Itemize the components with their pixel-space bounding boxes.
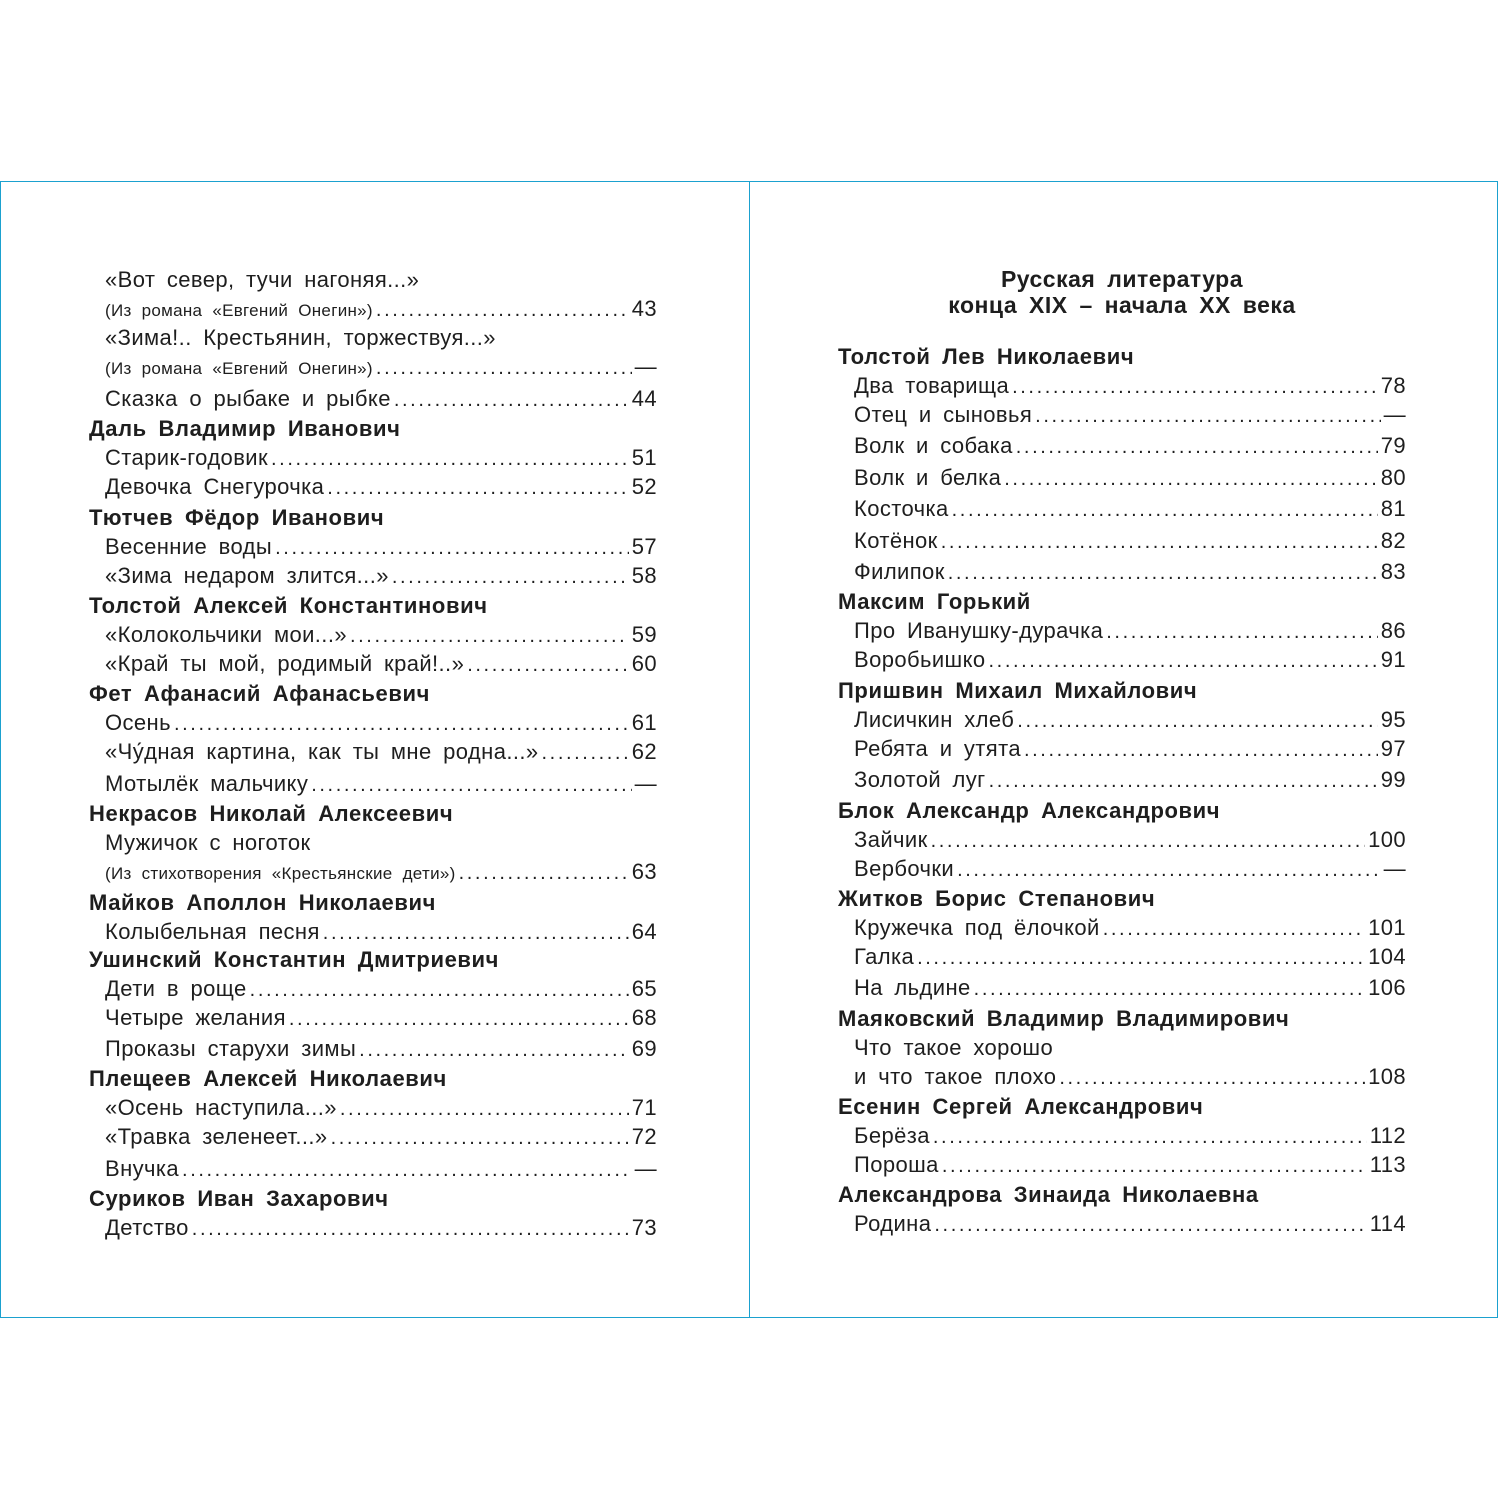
toc-entry <box>105 918 657 945</box>
toc-entry-line <box>105 1094 657 1121</box>
work-title: Волк и белка <box>854 464 1002 490</box>
work-title: Кружечка под ёлочкой <box>854 914 1100 940</box>
section-title <box>838 266 1406 318</box>
dot-leader <box>1106 619 1377 646</box>
toc-entry <box>854 399 1406 430</box>
toc-entry-line <box>105 1153 657 1184</box>
dot-leader <box>392 562 629 593</box>
page-number: — <box>634 354 657 380</box>
dot-leader <box>974 974 1365 1005</box>
work-title: «Зима!.. Крестьянин, торжествуя...» <box>105 325 496 351</box>
page-number: 97 <box>1380 735 1406 761</box>
page-divider <box>749 181 750 1318</box>
toc-entry-line <box>105 768 657 799</box>
toc-entry <box>105 383 657 414</box>
toc-entry-line <box>105 293 657 324</box>
dot-leader <box>1016 432 1378 463</box>
toc-entry-line <box>854 1061 1406 1092</box>
dot-leader <box>182 1155 632 1186</box>
author-name: Маяковский Владимир Владимирович <box>838 1005 1290 1031</box>
toc-entry-line <box>105 1214 657 1241</box>
dot-leader <box>289 1004 629 1035</box>
work-title: Косточка <box>854 496 949 522</box>
dot-leader <box>467 650 629 681</box>
toc-entry-title-line <box>105 829 657 856</box>
toc-entry <box>105 709 657 736</box>
work-title: Проказы старухи зимы <box>105 1035 357 1061</box>
toc-author-group <box>838 796 1406 884</box>
page-number: 68 <box>631 1004 657 1030</box>
work-title: Про Иванушку-дурачка <box>854 618 1104 644</box>
work-source-note: (Из романа «Евгений Онегин») <box>105 301 373 320</box>
author-name: Даль Владимир Иванович <box>89 416 401 442</box>
left-page-contents <box>89 266 657 1241</box>
toc-author-group <box>89 266 657 414</box>
work-title: «Чу́дная картина, как ты мне родна...» <box>105 739 539 765</box>
dot-leader <box>1017 708 1377 735</box>
page-number: 64 <box>631 918 657 944</box>
toc-entry <box>854 1122 1406 1149</box>
toc-author-group <box>89 1184 657 1241</box>
work-title: Отец и сыновья <box>854 402 1033 427</box>
work-title: Четыре желания <box>105 1004 286 1030</box>
toc-entry <box>854 462 1406 493</box>
toc-entry-line <box>854 1149 1406 1180</box>
toc-entry-line <box>105 471 657 502</box>
toc-author-group <box>89 679 657 799</box>
work-title: Сказка о рыбаке и рыбке <box>105 385 391 411</box>
dot-leader <box>350 623 629 650</box>
toc-entry <box>105 266 657 324</box>
author-name: Толстой Алексей Константинович <box>89 592 488 618</box>
toc-entry-title-line <box>105 324 657 351</box>
dot-leader <box>459 858 629 889</box>
toc-entry-line <box>854 764 1406 795</box>
toc-entry <box>854 372 1406 399</box>
dot-leader <box>394 385 629 416</box>
author-name: Тютчев Фёдор Иванович <box>89 504 385 530</box>
work-title: Вербочки <box>854 855 955 881</box>
work-title: На льдине <box>854 975 971 1001</box>
toc-author-group <box>838 342 1406 587</box>
page-number: — <box>1383 402 1406 427</box>
author-name: Пришвин Михаил Михайлович <box>838 677 1198 703</box>
work-title: Филипок <box>854 558 945 584</box>
toc-entry-line <box>105 621 657 648</box>
toc-entry-line <box>854 399 1406 430</box>
toc-entry-line <box>854 1210 1406 1237</box>
page-number: 62 <box>631 739 657 765</box>
page-number: 51 <box>631 445 657 471</box>
toc-entry <box>854 764 1406 795</box>
toc-entry-line <box>854 644 1406 675</box>
page-number: 112 <box>1369 1123 1406 1149</box>
toc-entry <box>105 768 657 799</box>
work-title: «Травка зеленеет...» <box>105 1124 328 1150</box>
toc-entry-title-line <box>105 266 657 293</box>
toc-entry <box>854 644 1406 675</box>
toc-entry-line <box>105 383 657 414</box>
dot-leader <box>933 1124 1367 1151</box>
page-number: 59 <box>631 621 657 647</box>
toc-entry-line <box>105 736 657 767</box>
dot-leader <box>174 711 629 738</box>
toc-author-group <box>89 1064 657 1184</box>
dot-leader <box>327 473 628 504</box>
toc-entry-line <box>854 972 1406 1003</box>
author-name: Майков Аполлон Николаевич <box>89 889 437 915</box>
dot-leader <box>250 977 629 1004</box>
page-number: 108 <box>1368 1063 1406 1089</box>
toc-author-group <box>89 503 657 591</box>
toc-entry <box>854 1034 1406 1092</box>
work-title: Пороша <box>854 1152 939 1178</box>
author-name: Александрова Зинаида Николаевна <box>838 1182 1259 1208</box>
page-number: 79 <box>1380 433 1406 459</box>
toc-entry <box>854 733 1406 764</box>
toc-entry <box>854 1210 1406 1237</box>
toc-entry <box>105 324 657 382</box>
work-title: Золотой луг <box>854 767 986 793</box>
toc-entry-line <box>105 856 657 887</box>
work-title: «Колокольчики мои...» <box>105 621 347 647</box>
dot-leader <box>1004 464 1377 495</box>
toc-entry <box>854 914 1406 941</box>
work-title: Два товарища <box>854 373 1010 398</box>
page-number: 72 <box>631 1124 657 1150</box>
toc-entry-line <box>854 617 1406 644</box>
section-title-line-1: Русская литература <box>1000 266 1244 292</box>
dot-leader <box>311 770 631 801</box>
dot-leader <box>542 738 629 769</box>
toc-entry <box>105 829 657 887</box>
page-number: 52 <box>631 474 657 500</box>
toc-entry <box>854 1149 1406 1180</box>
toc-author-group <box>838 884 1406 1004</box>
toc-entry-line <box>105 709 657 736</box>
dot-leader <box>1012 374 1378 401</box>
toc-author-group <box>89 591 657 679</box>
page-number: 113 <box>1369 1152 1406 1178</box>
author-name: Блок Александр Александрович <box>838 797 1221 823</box>
work-title-continued: и что такое плохо <box>854 1063 1057 1089</box>
dot-leader <box>941 527 1378 558</box>
work-title: Старик-годовик <box>105 445 268 471</box>
toc-entry-line <box>105 533 657 560</box>
page-number: 101 <box>1368 914 1406 940</box>
toc-entry <box>854 853 1406 884</box>
toc-entry-line <box>105 1002 657 1033</box>
page-number: 58 <box>631 562 657 588</box>
toc-entry <box>105 1094 657 1121</box>
toc-entry <box>105 1121 657 1152</box>
right-toc-list <box>838 342 1406 1237</box>
page-number: 43 <box>631 296 657 321</box>
work-title: Волк и собака <box>854 433 1013 459</box>
toc-entry-line <box>105 1121 657 1152</box>
work-title: Воробьишко <box>854 647 986 673</box>
work-title: «Осень наступила...» <box>105 1095 337 1121</box>
toc-entry <box>854 525 1406 556</box>
toc-author-group <box>838 587 1406 675</box>
dot-leader <box>376 295 629 326</box>
work-title: Мотылёк мальчику <box>105 770 309 796</box>
toc-entry <box>105 560 657 591</box>
toc-entry <box>105 1153 657 1184</box>
page-number: 63 <box>631 859 657 885</box>
toc-entry-line <box>105 560 657 591</box>
toc-author-group <box>89 414 657 502</box>
author-name: Фет Афанасий Афанасьевич <box>89 681 431 707</box>
dot-leader <box>948 558 1378 589</box>
work-title: Колыбельная песня <box>105 918 320 944</box>
toc-author-group <box>89 888 657 945</box>
author-name: Житков Борис Степанович <box>838 885 1156 911</box>
section-title-line-2: конца XIX – начала XX века <box>948 292 1296 318</box>
toc-entry-line <box>854 826 1406 853</box>
work-title: Осень <box>105 710 171 736</box>
toc-author-group <box>838 1092 1406 1180</box>
dot-leader <box>931 828 1366 855</box>
page-number: 82 <box>1380 527 1406 553</box>
toc-entry <box>854 826 1406 853</box>
toc-entry-line <box>854 493 1406 524</box>
page-number: 83 <box>1380 558 1406 584</box>
work-source-note: (Из романа «Евгений Онегин») <box>105 359 373 379</box>
dot-leader <box>917 943 1365 974</box>
author-name: Максим Горький <box>838 589 1031 615</box>
toc-entry <box>854 556 1406 587</box>
dot-leader <box>359 1035 629 1066</box>
toc-entry <box>105 736 657 767</box>
toc-entry <box>105 975 657 1002</box>
toc-entry-line <box>854 914 1406 941</box>
page-number: 57 <box>631 533 657 559</box>
toc-entry-line <box>854 706 1406 733</box>
work-title: Родина <box>854 1211 932 1237</box>
toc-entry-line <box>105 648 657 679</box>
work-title: «Край ты мой, родимый край!..» <box>105 650 465 676</box>
page-number: — <box>634 770 657 796</box>
right-page-contents <box>838 266 1406 1237</box>
dot-leader <box>275 535 629 562</box>
dot-leader <box>376 353 632 384</box>
work-title: Дети в роще <box>105 975 247 1001</box>
page-number: 100 <box>1368 826 1406 852</box>
page-number: 104 <box>1368 943 1406 969</box>
toc-entry <box>105 621 657 648</box>
dot-leader <box>1103 916 1365 943</box>
toc-entry <box>854 941 1406 972</box>
page-number: 114 <box>1369 1211 1406 1237</box>
toc-entry-line <box>105 444 657 471</box>
page-number: 99 <box>1380 767 1406 793</box>
work-title: Ребята и утята <box>854 735 1021 761</box>
dot-leader <box>1035 401 1380 432</box>
toc-entry-line <box>854 941 1406 972</box>
dot-leader <box>1059 1063 1365 1094</box>
dot-leader <box>323 920 629 947</box>
dot-leader <box>957 855 1381 886</box>
author-name: Некрасов Николай Алексеевич <box>89 801 454 827</box>
toc-entry <box>105 471 657 502</box>
author-name: Есенин Сергей Александрович <box>838 1094 1204 1120</box>
page-number: — <box>634 1155 657 1181</box>
work-title: «Вот север, тучи нагоняя...» <box>105 267 420 292</box>
dot-leader <box>989 766 1378 797</box>
author-name: Толстой Лев Николаевич <box>838 344 1135 369</box>
toc-author-group <box>838 1004 1406 1092</box>
author-name: Плещеев Алексей Николаевич <box>89 1066 447 1092</box>
toc-entry <box>105 1033 657 1064</box>
page-number: 71 <box>631 1095 657 1121</box>
author-name: Ушинский Константин Дмитриевич <box>89 946 500 972</box>
toc-entry-line <box>854 462 1406 493</box>
toc-entry <box>105 444 657 471</box>
dot-leader <box>934 1212 1366 1239</box>
page-number: 69 <box>631 1035 657 1061</box>
toc-entry <box>854 493 1406 524</box>
work-title: Берёза <box>854 1123 930 1149</box>
work-title: Внучка <box>105 1155 180 1181</box>
dot-leader <box>989 646 1378 677</box>
page-number: 106 <box>1368 975 1406 1001</box>
page-number: 44 <box>631 385 657 411</box>
page-number: 95 <box>1380 706 1406 732</box>
toc-entry <box>105 1214 657 1241</box>
toc-entry <box>854 430 1406 461</box>
page-number: — <box>1383 855 1406 881</box>
toc-entry <box>854 972 1406 1003</box>
toc-entry-line <box>854 430 1406 461</box>
dot-leader <box>1024 735 1378 766</box>
page-number: 80 <box>1380 464 1406 490</box>
page-number: 60 <box>631 650 657 676</box>
author-name: Суриков Иван Захарович <box>89 1186 389 1212</box>
work-title: Галка <box>854 943 915 969</box>
page-number: 86 <box>1380 618 1406 644</box>
toc-entry <box>105 648 657 679</box>
toc-entry-line <box>854 1122 1406 1149</box>
toc-entry <box>105 1002 657 1033</box>
work-title: Котёнок <box>854 527 938 553</box>
toc-author-group <box>838 676 1406 796</box>
toc-entry <box>854 706 1406 733</box>
toc-entry-line <box>105 1033 657 1064</box>
work-title: Что такое хорошо <box>854 1034 1054 1060</box>
work-title: Лисичкин хлеб <box>854 706 1015 732</box>
work-title: «Зима недаром злится...» <box>105 562 389 588</box>
toc-entry-line <box>854 853 1406 884</box>
toc-entry-title-line <box>854 1034 1406 1061</box>
toc-author-group <box>838 1180 1406 1237</box>
work-title: Мужичок с ноготок <box>105 830 311 856</box>
page-number: 65 <box>631 975 657 1001</box>
page-number: 73 <box>631 1215 657 1241</box>
page-number: 81 <box>1380 496 1406 522</box>
toc-entry-line <box>105 351 657 382</box>
dot-leader <box>942 1151 1367 1182</box>
toc-entry <box>105 533 657 560</box>
toc-entry-line <box>854 556 1406 587</box>
toc-entry-line <box>105 975 657 1002</box>
dot-leader <box>192 1216 629 1243</box>
toc-author-group <box>89 945 657 1065</box>
toc-entry-line <box>854 525 1406 556</box>
page-number: 61 <box>631 710 657 736</box>
toc-entry-line <box>854 733 1406 764</box>
toc-entry-line <box>105 918 657 945</box>
work-title: Детство <box>105 1215 189 1241</box>
work-title: Девочка Снегурочка <box>105 474 325 500</box>
toc-entry <box>854 617 1406 644</box>
page-number: 91 <box>1380 647 1406 673</box>
dot-leader <box>331 1123 629 1154</box>
toc-author-group <box>89 799 657 887</box>
work-title: Зайчик <box>854 826 928 852</box>
dot-leader <box>952 495 1378 526</box>
work-title: Весенние воды <box>105 533 273 559</box>
toc-entry-line <box>854 372 1406 399</box>
work-source-note: (Из стихотворения «Крестьянские дети») <box>105 864 456 884</box>
dot-leader <box>340 1096 629 1123</box>
page-number: 78 <box>1380 373 1406 398</box>
dot-leader <box>271 446 629 473</box>
